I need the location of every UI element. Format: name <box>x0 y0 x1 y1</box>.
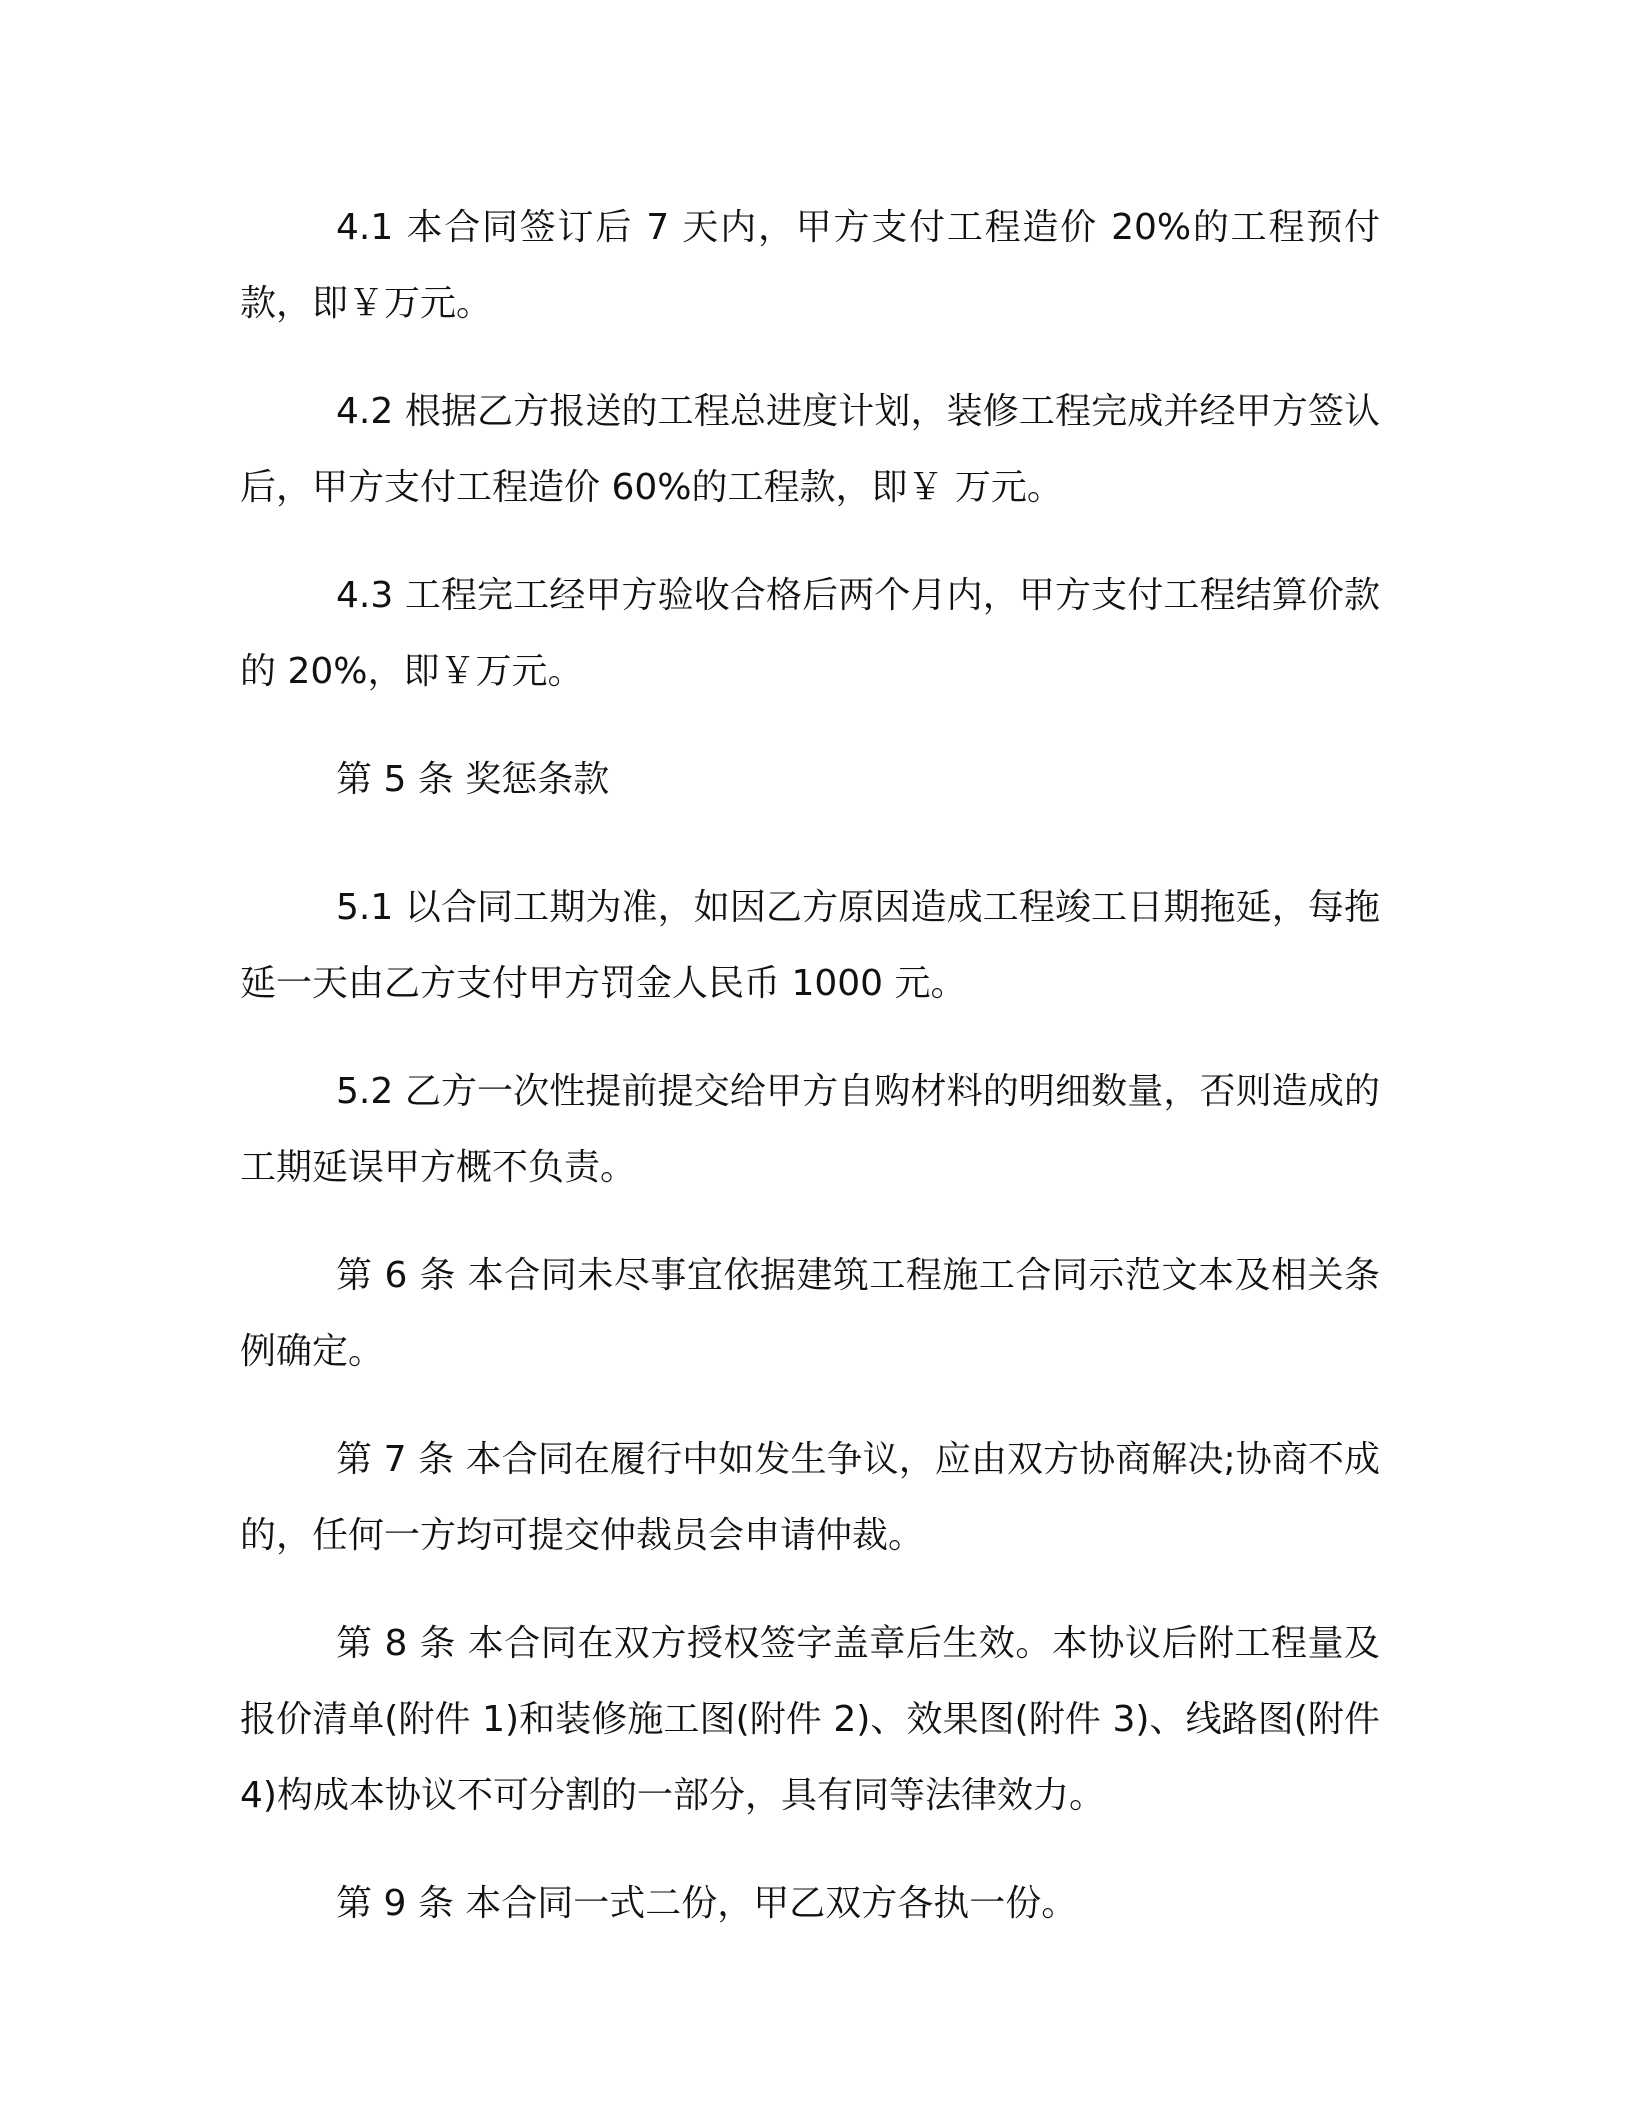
article-5-heading: 第 5 条 奖惩条款 <box>336 759 610 800</box>
article-6: 第 6 条 本合同未尽事宜依据建筑工程施工合同示范文本及相关条例确定。 <box>240 1255 1380 1372</box>
article-8: 第 8 条 本合同在双方授权签字盖章后生效。本协议后附工程量及报价清单(附件 1)和装修施工图(附件 2)、效果图(附件 3)、线路图(附件 4)构成本协议不可分割的一部分，具有同等法律效力。 <box>240 1623 1380 1816</box>
clause-5-2: 5.2 乙方一次性提前提交给甲方自购材料的明细数量，否则造成的工期延误甲方概不负责。 <box>240 1071 1380 1188</box>
document-body <box>240 190 1380 1974</box>
article-7: 第 7 条 本合同在履行中如发生争议，应由双方协商解决;协商不成的，任何一方均可提交仲裁员会申请仲裁。 <box>240 1439 1380 1556</box>
clause-4-1: 4.1 本合同签订后 7 天内，甲方支付工程造价 20%的工程预付款，即￥万元。 <box>240 207 1380 324</box>
clause-4-3: 4.3 工程完工经甲方验收合格后两个月内，甲方支付工程结算价款的 20%，即￥万元。 <box>240 575 1380 692</box>
article-9: 第 9 条 本合同一式二份，甲乙双方各执一份。 <box>336 1883 1078 1924</box>
clause-4-2: 4.2 根据乙方报送的工程总进度计划，装修工程完成并经甲方签认后，甲方支付工程造价 60%的工程款，即￥ 万元。 <box>240 391 1380 508</box>
clause-5-1: 5.1 以合同工期为准，如因乙方原因造成工程竣工日期拖延，每拖延一天由乙方支付甲方罚金人民币 1000 元。 <box>240 887 1380 1004</box>
